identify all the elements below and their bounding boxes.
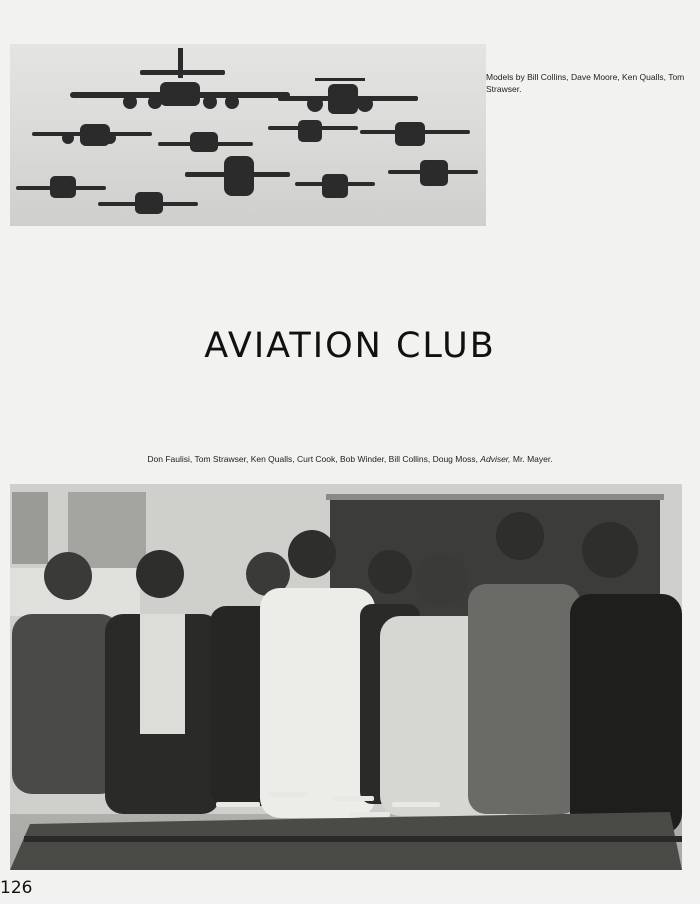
group-caption-adviser: Mr. Mayer. bbox=[510, 454, 553, 464]
page-number: 126 bbox=[0, 878, 33, 898]
page-title: AVIATION CLUB bbox=[204, 326, 496, 366]
model-photo-caption: Models by Bill Collins, Dave Moore, Ken Qualls, Tom Strawser. bbox=[486, 72, 685, 94]
group-caption-role: Adviser, bbox=[480, 454, 511, 464]
group-photo-caption bbox=[0, 454, 700, 464]
club-members-illustration bbox=[10, 484, 682, 870]
model-airplanes-photo bbox=[10, 44, 486, 226]
model-airplanes-illustration bbox=[10, 44, 486, 226]
club-members-photo bbox=[10, 484, 682, 870]
group-caption-names: Don Faulisi, Tom Strawser, Ken Qualls, Curt Cook, Bob Winder, Bill Collins, Doug Moss, bbox=[147, 454, 481, 464]
